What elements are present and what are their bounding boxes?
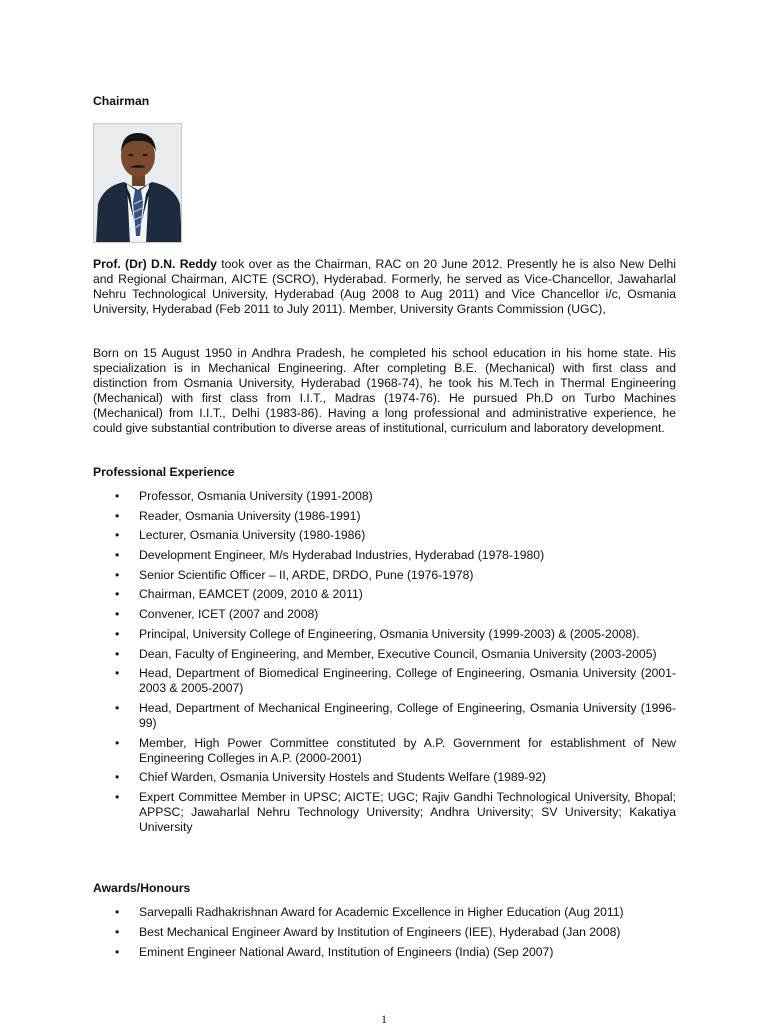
chairman-heading: Chairman [93, 94, 150, 108]
list-item [93, 736, 676, 766]
list-item-text: Head, Department of Biomedical Engineering, College of Engineering, Osmania University (2001-2003 & 2005-2007) [139, 666, 676, 696]
list-item-text: Chairman, EAMCET (2009, 2010 & 2011) [139, 587, 363, 602]
list-item-text: Principal, University College of Engineering, Osmania University (1999-2003) & (2005-2008). [139, 626, 640, 641]
page-number: 1 [381, 1012, 387, 1026]
bullet-icon: • [115, 567, 120, 582]
list-item [93, 790, 676, 835]
list-item-text: Head, Department of Mechanical Engineering, College of Engineering, Osmania University (1996-99) [139, 700, 676, 730]
list-item-text: Eminent Engineer National Award, Institution of Engineers (India) (Sep 2007) [139, 945, 554, 959]
bullet-icon: • [115, 548, 120, 563]
list-item-text: Expert Committee Member in UPSC; AICTE; UGC; Rajiv Gandhi Technological University, Bhopal; APPSC; Jawaharlal Nehru Technology University; Andhra University; SV University; Kakatiya University [139, 789, 676, 834]
bullet-icon: • [115, 666, 120, 681]
bullet-icon: • [115, 735, 120, 750]
bullet-icon: • [115, 905, 120, 919]
chairman-name: Prof. (Dr) D.N. Reddy [93, 257, 217, 271]
list-item [93, 587, 676, 602]
bullet-icon: • [115, 700, 120, 715]
list-item [93, 489, 676, 504]
bio-intro-paragraph [93, 257, 676, 317]
bullet-icon: • [115, 925, 120, 939]
list-item [93, 770, 676, 785]
experience-heading: Professional Experience [93, 465, 235, 479]
list-item-text: Member, High Power Committee constituted by A.P. Government for establishment of New Engineering Colleges in A.P. (2000-2001) [139, 735, 676, 765]
bullet-icon: • [115, 626, 120, 641]
bio-background-paragraph: Born on 15 August 1950 in Andhra Pradesh, he completed his school education in his home state. His specialization is in Mechanical Engineering. After completing B.E. (Mechanical) with first class and distinction from Osmania University, Hyderabad (1968-74), he took his M.Tech in Thermal Engineering (Mechanical) with first class from I.I.T., Madras (1974-76). He pursued Ph.D on Turbo Machines (Mechanical) from I.I.T., Delhi (1983-86). Having a long professional and administrative experience, he could give substantial contribution to diverse areas of institutional, curriculum and laboratory development. [93, 346, 676, 435]
list-item-text: Development Engineer, M/s Hyderabad Industries, Hyderabad (1978-1980) [139, 548, 545, 563]
list-item [93, 925, 676, 940]
list-item [93, 905, 676, 920]
bullet-icon: • [115, 770, 120, 785]
list-item [93, 568, 676, 583]
list-item [93, 701, 676, 731]
bullet-icon: • [115, 489, 120, 503]
list-item-text: Reader, Osmania University (1986-1991) [139, 508, 361, 523]
bullet-icon: • [115, 646, 120, 661]
list-item [93, 945, 676, 960]
chairman-photo [93, 123, 182, 243]
list-item-text: Convener, ICET (2007 and 2008) [139, 607, 319, 622]
bio-intro-text: took over as the Chairman, RAC on 20 June 2012. Presently he is also New Delhi and Regional Chairman, AICTE (SCRO), Hyderabad. Formerly, he served as Vice-Chancellor, Jawaharlal Nehru Technological University, Hyderabad (Aug 2008 to Aug 2011) and Vice Chancellor i/c, Osmania University, Hyderabad (Feb 2011 to July 2011). Member, University Grants Commission (UGC), [93, 257, 676, 316]
list-item-text: Dean, Faculty of Engineering, and Member, Executive Council, Osmania University (2003-2005) [139, 646, 657, 661]
bullet-icon: • [115, 508, 120, 523]
bullet-icon: • [115, 587, 120, 602]
list-item [93, 607, 676, 622]
list-item [93, 627, 676, 642]
bullet-icon: • [115, 789, 120, 804]
list-item [93, 666, 676, 696]
experience-list [93, 489, 676, 840]
bullet-icon: • [115, 945, 120, 959]
awards-heading: Awards/Honours [93, 881, 191, 895]
bullet-icon: • [115, 607, 120, 622]
list-item-text: Chief Warden, Osmania University Hostels and Students Welfare (1989-92) [139, 770, 547, 785]
list-item [93, 528, 676, 543]
awards-list [93, 905, 676, 965]
list-item-text: Sarvepalli Radhakrishnan Award for Academic Excellence in Higher Education (Aug 2011) [139, 905, 624, 919]
list-item-text: Professor, Osmania University (1991-2008) [139, 489, 373, 503]
list-item-text: Best Mechanical Engineer Award by Institution of Engineers (IEE), Hyderabad (Jan 2008) [139, 925, 621, 939]
list-item [93, 509, 676, 524]
list-item [93, 548, 676, 563]
list-item [93, 647, 676, 662]
list-item-text: Lecturer, Osmania University (1980-1986) [139, 528, 366, 543]
list-item-text: Senior Scientific Officer – II, ARDE, DRDO, Pune (1976-1978) [139, 567, 474, 582]
bullet-icon: • [115, 528, 120, 543]
